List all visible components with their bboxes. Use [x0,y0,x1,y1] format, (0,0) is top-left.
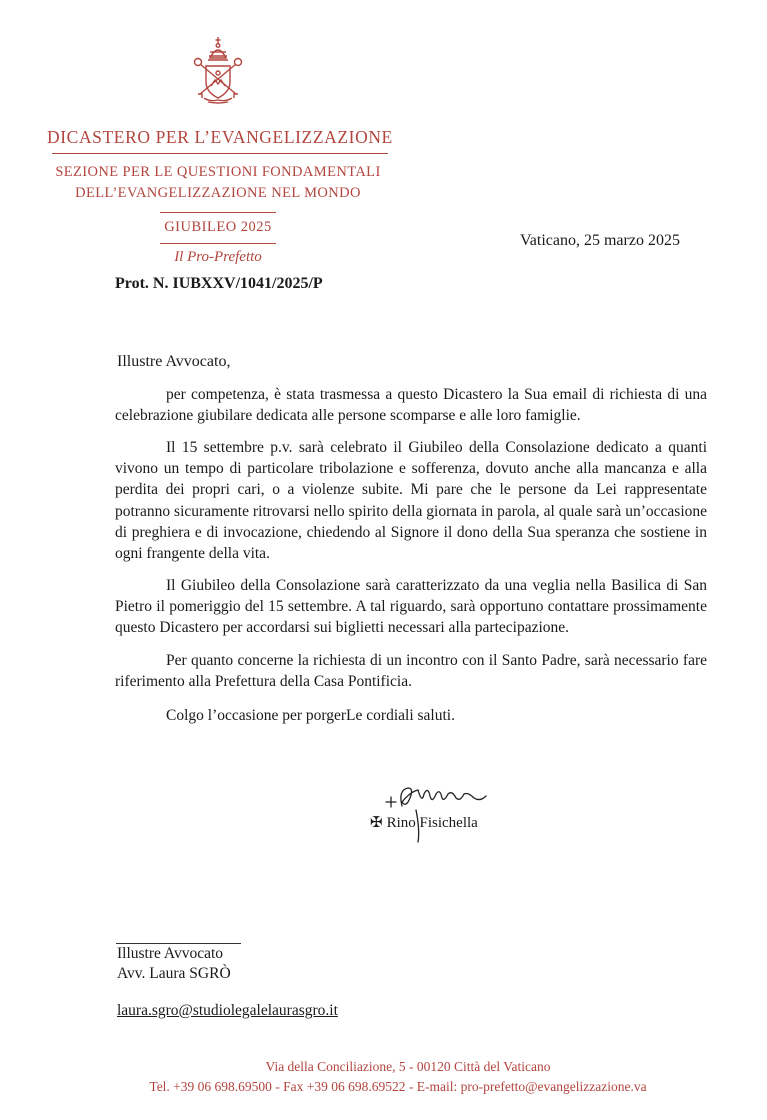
body-paragraph: Per quanto concerne la richiesta di un incontro con il Santo Padre, sarà necessario fare riferimento alla Prefettura della Casa Pontificia. [115,652,707,691]
signer-name-text: Rino Fisichella [386,815,478,831]
recipient-divider [116,943,241,944]
protocol-number: Prot. N. IUBXXV/1041/2025/P [115,275,323,292]
section-heading-line2: DELL’EVANGELIZZAZIONE NEL MONDO [75,185,361,201]
body-paragraph: Il 15 settembre p.v. sarà celebrato il Giubileo della Consolazione dedicato a quanti vivono un tempo di particolare tribolazione e sofferenza, dovuto anche alla mancanza e alla perdita dei propri cari, o a violenze subite. Mi pare che le persone da Lei rappresentate potranno sicuramente ritrovarsi nello spirito della giornata in parola, al quale sarà un’occasione di preghiera e di invocazione, chiedendo al Signore il dono della Sua speranza che sostiene in ogni frangente della vita. [115,439,707,563]
jubilee-divider-top [160,212,276,213]
jubilee-divider-bottom [160,243,276,244]
office-heading: Il Pro-Prefetto [174,249,262,265]
section-heading [40,162,396,204]
papal-coat-of-arms-icon [186,36,250,104]
recipient-title: Illustre Avvocato [117,945,224,962]
letter-date: Vaticano, 25 marzo 2025 [520,232,680,249]
closing-paragraph: Colgo l’occasione per porgerLe cordiali saluti. [166,707,455,724]
handwritten-signature [380,780,500,844]
recipient-email-link[interactable]: laura.sgro@studiolegalelaurasgro.it [117,1002,338,1019]
salutation: Illustre Avvocato, [117,353,231,370]
recipient-name: Avv. Laura SGRÒ [117,965,231,982]
cross-mark: ✠ [370,815,383,831]
jubilee-heading: GIUBILEO 2025 [164,219,272,235]
footer-address: Via della Conciliazione, 5 - 00120 Città del Vaticano [265,1059,551,1074]
letterhead-divider [52,153,388,154]
footer-contacts: Tel. +39 06 698.69500 - Fax +39 06 698.69522 - E-mail: pro-prefetto@evangelizzazione.va [149,1079,647,1094]
signer-name [370,813,478,832]
section-heading-line1: SEZIONE PER LE QUESTIONI FONDAMENTALI [55,164,381,180]
body-paragraph: per competenza, è stata trasmessa a questo Dicastero la Sua email di richiesta di una celebrazione giubilare dedicata alle persone scomparse e alle loro famiglie. [115,386,707,425]
dicastery-heading: DICASTERO PER L’EVANGELIZZAZIONE [47,127,393,147]
body-paragraph: Il Giubileo della Consolazione sarà caratterizzato da una veglia nella Basilica di San Pietro il pomeriggio del 15 settembre. A tal riguardo, sarà opportuno contattare prossimamente questo Dicastero per accordarsi sui biglietti necessari alla partecipazione. [115,577,707,637]
